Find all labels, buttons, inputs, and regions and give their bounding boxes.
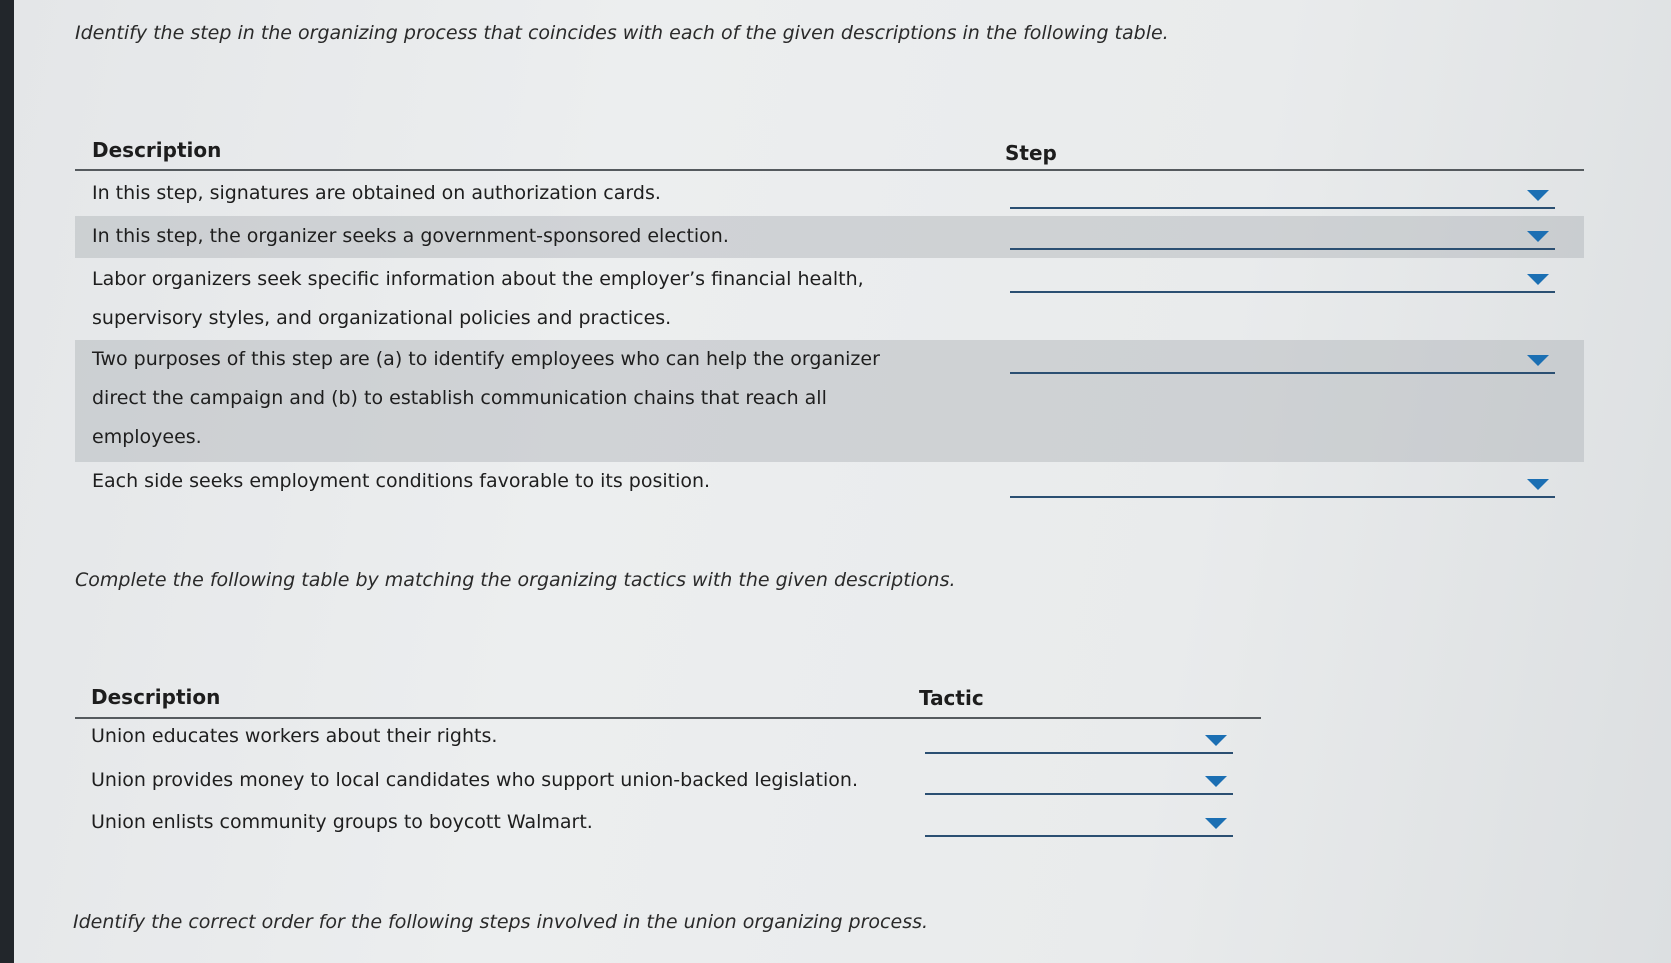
chevron-down-icon[interactable] <box>1527 190 1549 201</box>
tactic-table-header-tactic: Tactic <box>919 686 984 710</box>
table-row <box>75 721 1261 763</box>
step-select[interactable] <box>1010 177 1555 209</box>
tactic-table <box>75 677 1261 847</box>
row-description: In this step, the organizer seeks a government-sponsored election. <box>92 225 729 247</box>
step-table-header-description: Description <box>92 138 222 162</box>
chevron-down-icon[interactable] <box>1205 735 1227 746</box>
step-select[interactable] <box>1010 466 1555 498</box>
step-table-prompt: Identify the step in the organizing process that coincides with each of the given descriptions in the following table. <box>75 22 1169 44</box>
step-table-header-rule <box>75 169 1584 171</box>
step-select[interactable] <box>1010 342 1555 374</box>
tactic-table-prompt: Complete the following table by matching the organizing tactics with the given descriptions. <box>75 569 956 591</box>
chevron-down-icon[interactable] <box>1527 355 1549 366</box>
tactic-select[interactable] <box>925 763 1233 795</box>
table-row <box>75 258 1584 340</box>
order-steps-prompt: Identify the correct order for the following steps involved in the union organizing process. <box>73 911 929 933</box>
step-table-header-step: Step <box>1005 141 1057 165</box>
table-row <box>75 216 1584 258</box>
table-row <box>75 340 1584 462</box>
step-select[interactable] <box>1010 218 1555 250</box>
step-table <box>75 130 1584 510</box>
row-description: Each side seeks employment conditions favorable to its position. <box>92 470 711 492</box>
row-description: Two purposes of this step are (a) to identify employees who can help the organizer direct the campaign and (b) to establish communication chains that reach all employees. <box>92 348 880 448</box>
tactic-table-header-description: Description <box>91 685 221 709</box>
row-description: Union educates workers about their rights. <box>91 725 498 747</box>
tactic-select[interactable] <box>925 722 1233 754</box>
chevron-down-icon[interactable] <box>1527 274 1549 285</box>
tactic-select[interactable] <box>925 805 1233 837</box>
step-select[interactable] <box>1010 261 1555 293</box>
chevron-down-icon[interactable] <box>1527 479 1549 490</box>
row-description: In this step, signatures are obtained on authorization cards. <box>92 182 661 204</box>
table-row <box>75 805 1261 847</box>
chevron-down-icon[interactable] <box>1205 818 1227 829</box>
table-row <box>75 462 1584 504</box>
table-row <box>75 763 1261 805</box>
screen-edge <box>0 0 14 963</box>
chevron-down-icon[interactable] <box>1205 776 1227 787</box>
row-description: Labor organizers seek specific information about the employer’s financial health, supervisory styles, and organizational policies and practices. <box>92 268 864 329</box>
table-row <box>75 174 1584 216</box>
row-description: Union provides money to local candidates who support union-backed legislation. <box>91 769 858 791</box>
row-description: Union enlists community groups to boycott Walmart. <box>91 811 593 833</box>
chevron-down-icon[interactable] <box>1527 231 1549 242</box>
